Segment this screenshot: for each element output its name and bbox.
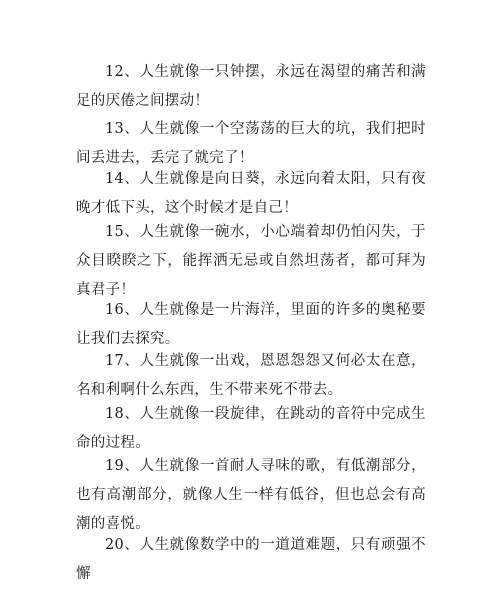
paragraph-12: 12、人生就像一只钟摆，永远在渴望的痛苦和满足的厌倦之间摆动！ bbox=[76, 64, 426, 109]
paragraph-13: 13、人生就像一个空荡荡的巨大的坑，我们把时间丢进去，丢完了就完了！ bbox=[76, 121, 426, 166]
paragraph-17: 17、人生就像一出戏，恩恩怨怨又何必太在意，名和利啊什么东西，生不带来死不带去。 bbox=[76, 353, 426, 398]
paragraph-18: 18、人生就像一段旋律，在跳动的音符中完成生命的过程。 bbox=[76, 406, 426, 451]
paragraph-16: 16、人生就像是一片海洋，里面的许多的奥秘要让我们去探究。 bbox=[76, 302, 426, 347]
paragraph-14: 14、人生就像是向日葵，永远向着太阳，只有夜晚才低下头，这个时候才是自己！ bbox=[76, 171, 426, 216]
paragraph-15: 15、人生就像一碗水，小心端着却仍怕闪失，于众目睽睽之下，能挥洒无忌或自然坦荡者，都可拜为真君子！ bbox=[76, 224, 426, 298]
paragraph-19: 19、人生就像一首耐人寻味的歌，有低潮部分，也有高潮部分，就像人生一样有低谷，但也总会有高潮的喜悦。 bbox=[76, 458, 426, 532]
paragraph-20: 20、人生就像数学中的一道道难题，只有顽强不懈 bbox=[76, 537, 426, 582]
